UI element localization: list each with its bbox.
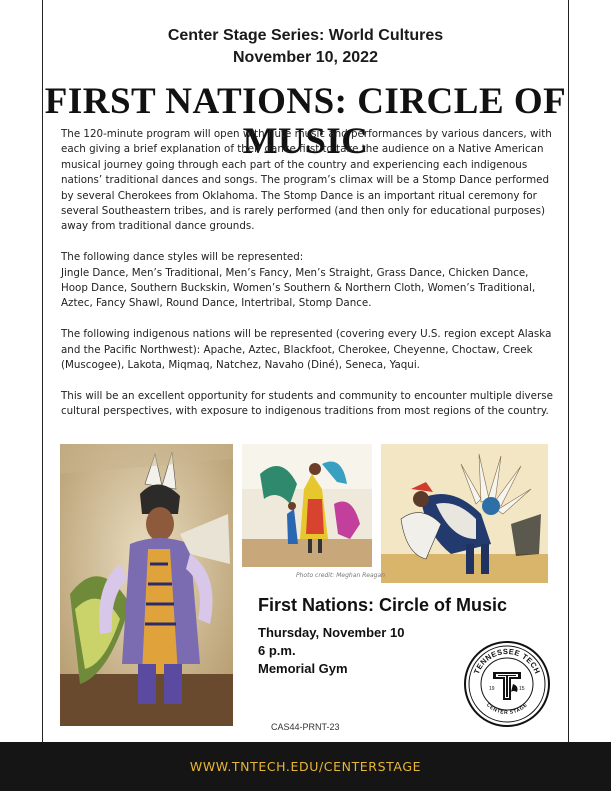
series-line: Center Stage Series: World Cultures xyxy=(167,27,444,44)
closing-paragraph: This will be an excellent opportunity for students and community to encounter multiple diverse cultural perspectives, with exposure to indigenous traditions from most regions of the country. xyxy=(61,389,553,418)
event-title: First Nations: Circle of Music xyxy=(258,595,508,615)
dancer-photo-2 xyxy=(242,444,372,567)
dancer-photo-1 xyxy=(60,444,233,726)
seal-year-left: 19 xyxy=(489,686,495,692)
footer-bar xyxy=(0,742,611,791)
website-link[interactable]: WWW.TNTECH.EDU/CENTERSTAGE xyxy=(189,759,422,774)
dance-styles-list: Jingle Dance, Men’s Traditional, Men’s Fancy, Men’s Straight, Grass Dance, Chicken Dance, Hoop Dance, Southern Buckskin, Women’s Southern & Northern Cloth, Women’s Traditional, Aztec, Fancy Shawl, Round Dance, Intertribal, Stomp Dance. xyxy=(61,266,536,310)
dancer-photo-3 xyxy=(381,444,548,583)
event-time: 6 p.m. xyxy=(258,643,296,658)
date-line: November 10, 2022 xyxy=(233,49,378,66)
intro-paragraph: The 120-minute program will open with flute music and performances by various dancers, with each giving a brief explanation of their dance first to take the audience on a Native American musical journey going through each part of the country and experiencing each indigenous nations’ traditional dances and songs. The program’s climax will be a Stomp Dance performed by several Cherokees from Oklahoma. The Stomp Dance is an important ritual ceremony for several Southeastern tribes, and is rarely performed (and then only for educational purposes) away from traditional dance grounds. xyxy=(61,128,552,233)
event-details xyxy=(258,624,404,678)
dance-styles-paragraph xyxy=(61,250,553,312)
svg-text:CENTER STAGE: CENTER STAGE xyxy=(485,702,529,717)
description xyxy=(61,127,553,435)
seal-year-right: 15 xyxy=(519,686,525,692)
series-heading xyxy=(0,25,611,69)
nations-paragraph: The following indigenous nations will be represented (covering every U.S. region except Alaska and the Pacific Northwest): Apache, Aztec, Blackfoot, Cherokee, Cheyenne, Choctaw, Creek (Muscogee), Lakota, Miqmaq, Natchez, Navaho (Diné), Seneca, Yaqui. xyxy=(61,328,552,372)
event-day: Thursday, November 10 xyxy=(258,625,405,640)
event-venue: Memorial Gym xyxy=(258,661,348,676)
svg-text:TENNESSEE TECH: TENNESSEE TECH xyxy=(471,646,543,676)
photo-credit: Photo credit: Meghan Reagan xyxy=(296,572,385,579)
print-code: CAS44-PRNT-23 xyxy=(271,722,340,732)
page-title: FIRST NATIONS: CIRCLE OF MUSIC xyxy=(44,81,567,162)
tennessee-tech-seal-logo xyxy=(463,640,551,728)
dance-styles-heading: The following dance styles will be represented: xyxy=(61,251,304,264)
